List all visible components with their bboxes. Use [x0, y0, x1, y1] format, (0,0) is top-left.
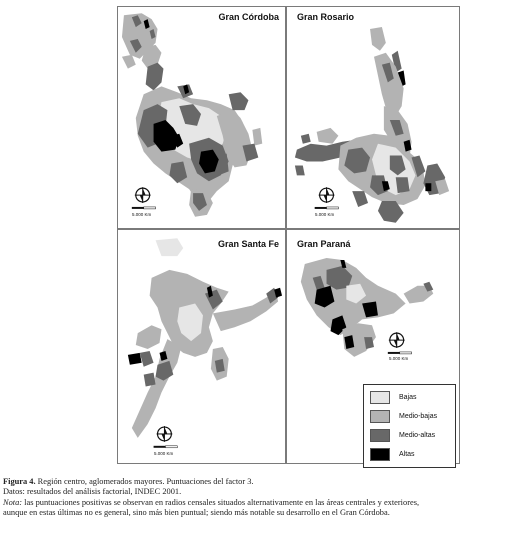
gran-santa-fe-scale-label: 5.000 Km	[154, 451, 174, 456]
caption-note-text-1: las puntuaciones positivas se observan en radios censales situados alternativamente en las áreas centrales y exteriores,	[22, 497, 420, 507]
caption-note-line-2: aunque en estas últimas no es general, sino más bien puntual; siendo más notable su desarrollo en el Gran Córdoba.	[3, 507, 390, 517]
gran-rosario-scale-label: 5.000 Km	[315, 212, 335, 217]
figure-caption	[3, 477, 513, 518]
gran-cordoba-title: Gran Córdoba	[218, 12, 279, 22]
legend-label-medio-altas: Medio-altas	[399, 431, 436, 439]
map-panel-gran-cordoba	[117, 6, 286, 229]
map-legend	[363, 384, 456, 468]
gran-cordoba-scale-label: 5.000 Km	[132, 212, 152, 217]
scale-bar-icon	[315, 207, 339, 209]
gran-parana-scale-label: 5.000 Km	[389, 356, 409, 361]
legend-swatch-bajas	[370, 391, 390, 404]
legend-item-medio-bajas	[370, 409, 437, 423]
map-panel-gran-rosario	[286, 6, 460, 229]
gran-rosario-map	[287, 7, 459, 228]
legend-label-altas: Altas	[399, 450, 415, 458]
legend-item-bajas	[370, 390, 417, 404]
legend-label-bajas: Bajas	[399, 393, 417, 401]
gran-santa-fe-title: Gran Santa Fe	[217, 239, 279, 249]
caption-figure-line	[3, 477, 513, 487]
legend-swatch-altas	[370, 448, 390, 461]
north-arrow-icon	[135, 187, 151, 203]
gran-parana-title: Gran Paraná	[297, 239, 351, 249]
caption-note-line	[3, 498, 513, 508]
gran-rosario-title: Gran Rosario	[297, 12, 355, 22]
gran-cordoba-map	[118, 7, 285, 228]
legend-item-altas	[370, 447, 415, 461]
north-arrow-icon	[389, 332, 405, 348]
caption-note-label: Nota:	[3, 497, 23, 507]
caption-figure-label: Figura 4.	[3, 477, 36, 486]
gran-santa-fe-map	[118, 230, 285, 463]
caption-figure-text: Región centro, aglomerados mayores. Puntuaciones del factor 3.	[35, 477, 254, 486]
legend-swatch-medio-bajas	[370, 410, 390, 423]
legend-label-medio-bajas: Medio-bajas	[399, 412, 438, 420]
legend-item-medio-altas	[370, 428, 435, 442]
north-arrow-icon	[157, 426, 173, 442]
north-arrow-icon	[319, 187, 335, 203]
scale-bar-icon	[132, 207, 156, 209]
scale-bar-icon	[388, 352, 412, 354]
map-panel-gran-santa-fe	[117, 229, 286, 464]
scale-bar-icon	[154, 446, 178, 448]
legend-swatch-medio-altas	[370, 429, 390, 442]
caption-source-line: Datos: resultados del análisis factorial, INDEC 2001.	[3, 487, 182, 497]
